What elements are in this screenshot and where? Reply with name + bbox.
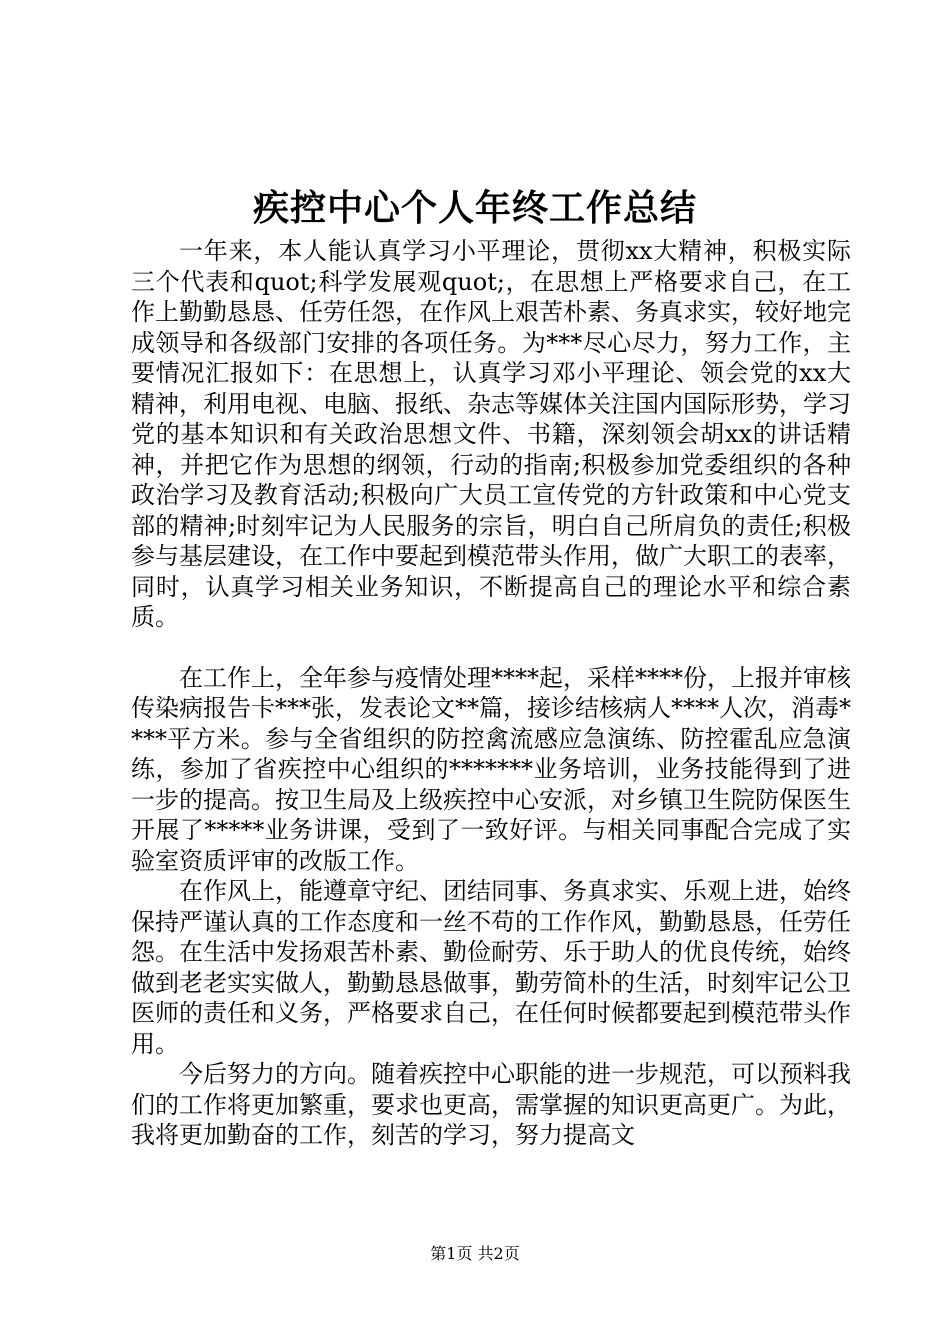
document-body	[131, 236, 851, 1151]
paragraph-future: 今后努力的方向。随着疾控中心职能的进一步规范，可以预料我们的工作将更加繁重，要求也更高，需掌握的知识更高更广。为此，我将更加勤奋的工作，刻苦的学习，努力提高文	[131, 1060, 851, 1149]
document-title: 疾控中心个人年终工作总结	[252, 187, 697, 230]
paragraph-conduct: 在作风上，能遵章守纪、团结同事、务真求实、乐观上进，始终保持严谨认真的工作态度和一丝不苟的工作作风，勤勤恳恳，任劳任怨。在生活中发扬艰苦朴素、勤俭耐劳、乐于助人的优良传统，始终做到老老实实做人，勤勤恳恳做事，勤劳简朴的生活，时刻牢记公卫医师的责任和义务，严格要求自己，在任何时候都要起到模范带头作用。	[131, 877, 851, 1058]
paragraph-ideology: 一年来，本人能认真学习小平理论，贯彻xx大精神，积极实际三个代表和quot;科学发展观quot;，在思想上严格要求自己，在工作上勤勤恳恳、任劳任怨，在作风上艰苦朴素、务真求实，较好地完成领导和各级部门安排的各项任务。为***尽心尽力，努力工作，主要情况汇报如下：在思想上，认真学习邓小平理论、领会党的xx大精神，利用电视、电脑、报纸、杂志等媒体关注国内国际形势，学习党的基本知识和有关政治思想文件、书籍，深刻领会胡xx的讲话精神，并把它作为思想的纲领，行动的指南;积极参加党委组织的各种政治学习及教育活动;积极向广大员工宣传党的方针政策和中心党支部的精神;时刻牢记为人民服务的宗旨，明白自己所肩负的责任;积极参与基层建设，在工作中要起到模范带头作用，做广大职工的表率，同时，认真学习相关业务知识，不断提高自己的理论水平和综合素质。	[131, 237, 851, 631]
page-number-footer: 第1页 共2页	[430, 1244, 520, 1263]
paragraph-work: 在工作上，全年参与疫情处理****起，采样****份，上报并审核传染病报告卡***张，发表论文**篇，接诊结核病人****人次，消毒****平方米。参与全省组织的防控禽流感应急演练、防控霍乱应急演练，参加了省疾控中心组织的*******业务培训，业务技能得到了进一步的提高。按卫生局及上级疾控中心安派，对乡镇卫生院防保医生开展了*****业务讲课，受到了一致好评。与相关同事配合完成了实验室资质评审的改版工作。	[131, 663, 851, 875]
